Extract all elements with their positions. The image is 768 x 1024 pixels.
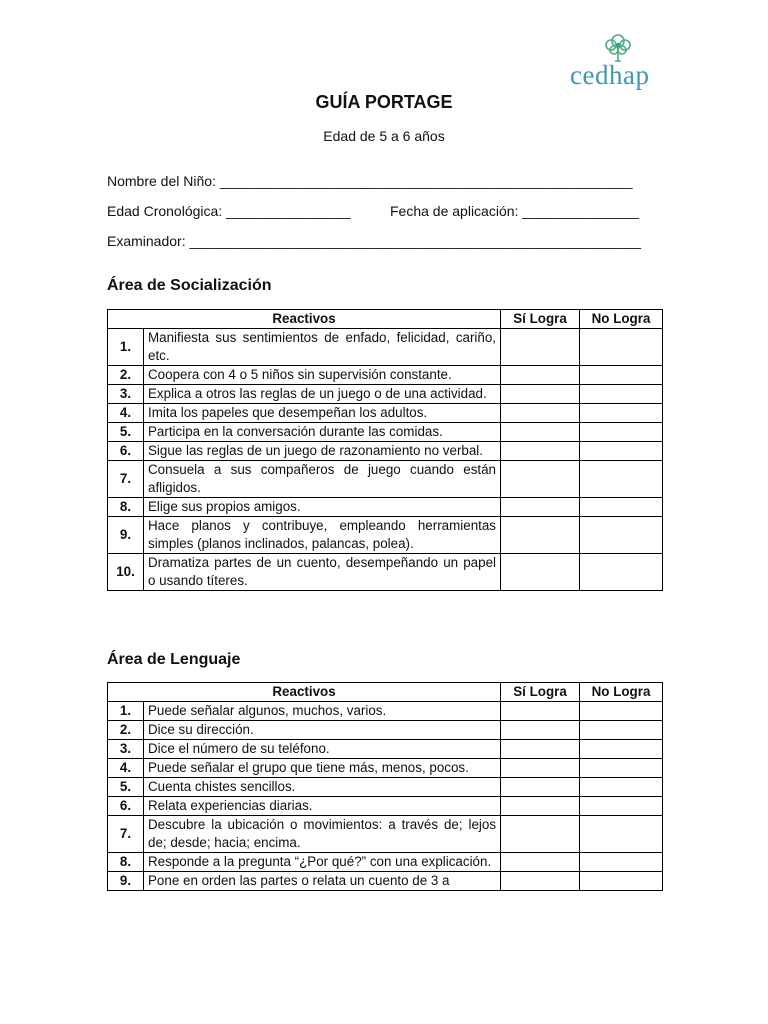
- table-row: [108, 366, 663, 385]
- no-logra-cell[interactable]: [580, 461, 663, 498]
- column-header-si-logra: Sí Logra: [501, 683, 580, 702]
- item-text: Hace planos y contribuye, empleando herramientas simples (planos inclinados, palancas, polea).: [144, 517, 501, 554]
- table-row: [108, 721, 663, 740]
- si-logra-cell[interactable]: [501, 461, 580, 498]
- table-row: [108, 778, 663, 797]
- no-logra-cell[interactable]: [580, 759, 663, 778]
- table-row: [108, 329, 663, 366]
- si-logra-cell[interactable]: [501, 702, 580, 721]
- si-logra-cell[interactable]: [501, 740, 580, 759]
- table-row: [108, 872, 663, 891]
- item-number: 7.: [108, 461, 144, 498]
- si-logra-cell[interactable]: [501, 759, 580, 778]
- no-logra-cell[interactable]: [580, 366, 663, 385]
- lenguaje-table: [107, 682, 663, 891]
- si-logra-cell[interactable]: [501, 517, 580, 554]
- item-number: 1.: [108, 329, 144, 366]
- no-logra-cell[interactable]: [580, 498, 663, 517]
- table-row: [108, 797, 663, 816]
- si-logra-cell[interactable]: [501, 385, 580, 404]
- item-number: 6.: [108, 442, 144, 461]
- item-text: Participa en la conversación durante las comidas.: [144, 423, 501, 442]
- age-field[interactable]: Edad Cronológica: ________________: [107, 203, 351, 219]
- table-row: [108, 740, 663, 759]
- table-row: [108, 404, 663, 423]
- page-subtitle: Edad de 5 a 6 años: [323, 128, 445, 144]
- item-number: 10.: [108, 554, 144, 591]
- item-number: 7.: [108, 816, 144, 853]
- no-logra-cell[interactable]: [580, 423, 663, 442]
- table-row: [108, 816, 663, 853]
- no-logra-cell[interactable]: [580, 816, 663, 853]
- item-number: 8.: [108, 853, 144, 872]
- si-logra-cell[interactable]: [501, 554, 580, 591]
- si-logra-cell[interactable]: [501, 423, 580, 442]
- si-logra-cell[interactable]: [501, 721, 580, 740]
- item-text: Puede señalar algunos, muchos, varios.: [144, 702, 501, 721]
- si-logra-cell[interactable]: [501, 366, 580, 385]
- table-row: [108, 554, 663, 591]
- no-logra-cell[interactable]: [580, 702, 663, 721]
- section-heading-lenguaje: Área de Lenguaje: [107, 651, 241, 668]
- item-number: 9.: [108, 872, 144, 891]
- item-number: 3.: [108, 385, 144, 404]
- table-row: [108, 498, 663, 517]
- date-field[interactable]: Fecha de aplicación: _______________: [390, 203, 640, 219]
- item-number: 4.: [108, 759, 144, 778]
- item-text: Dice el número de su teléfono.: [144, 740, 501, 759]
- item-text: Relata experiencias diarias.: [144, 797, 501, 816]
- item-text: Responde a la pregunta “¿Por qué?” con una explicación.: [144, 853, 501, 872]
- table-row: [108, 423, 663, 442]
- item-text: Dice su dirección.: [144, 721, 501, 740]
- si-logra-cell[interactable]: [501, 872, 580, 891]
- item-text: Coopera con 4 o 5 niños sin supervisión constante.: [144, 366, 501, 385]
- no-logra-cell[interactable]: [580, 740, 663, 759]
- examiner-field[interactable]: Examinador: __________________________________________________________: [107, 233, 642, 249]
- si-logra-cell[interactable]: [501, 404, 580, 423]
- column-header-reactivos: Reactivos: [108, 310, 501, 329]
- column-header-si-logra: Sí Logra: [501, 310, 580, 329]
- si-logra-cell[interactable]: [501, 329, 580, 366]
- cedhap-logo: [566, 32, 666, 96]
- no-logra-cell[interactable]: [580, 385, 663, 404]
- no-logra-cell[interactable]: [580, 517, 663, 554]
- column-header-reactivos: Reactivos: [108, 683, 501, 702]
- no-logra-cell[interactable]: [580, 853, 663, 872]
- no-logra-cell[interactable]: [580, 721, 663, 740]
- item-text: Puede señalar el grupo que tiene más, menos, pocos.: [144, 759, 501, 778]
- table-row: [108, 461, 663, 498]
- item-number: 6.: [108, 797, 144, 816]
- column-header-no-logra: No Logra: [580, 683, 663, 702]
- item-number: 4.: [108, 404, 144, 423]
- item-text: [144, 872, 501, 891]
- table-row: [108, 385, 663, 404]
- logo-text: cedhap: [570, 60, 650, 90]
- si-logra-cell[interactable]: [501, 853, 580, 872]
- item-number: 8.: [108, 498, 144, 517]
- section-heading-socializacion: Área de Socialización: [107, 277, 272, 294]
- no-logra-cell[interactable]: [580, 404, 663, 423]
- no-logra-cell[interactable]: [580, 872, 663, 891]
- item-text: Explica a otros las reglas de un juego o de una actividad.: [144, 385, 501, 404]
- si-logra-cell[interactable]: [501, 498, 580, 517]
- item-text: Sigue las reglas de un juego de razonamiento no verbal.: [144, 442, 501, 461]
- item-text: Imita los papeles que desempeñan los adultos.: [144, 404, 501, 423]
- si-logra-cell[interactable]: [501, 816, 580, 853]
- socializacion-table: [107, 309, 663, 591]
- no-logra-cell[interactable]: [580, 329, 663, 366]
- item-number: 2.: [108, 366, 144, 385]
- item-text: Descubre la ubicación o movimientos: a través de; lejos de; desde; hacia; encima.: [144, 816, 501, 853]
- no-logra-cell[interactable]: [580, 778, 663, 797]
- table-row: [108, 442, 663, 461]
- table-row: [108, 759, 663, 778]
- item-text: Elige sus propios amigos.: [144, 498, 501, 517]
- item-text-truncated: Pone en orden las partes o relata un cuento de 3 a: [148, 873, 450, 888]
- item-number: 5.: [108, 778, 144, 797]
- item-number: 3.: [108, 740, 144, 759]
- item-text: Dramatiza partes de un cuento, desempeñando un papel o usando títeres.: [144, 554, 501, 591]
- item-number: 5.: [108, 423, 144, 442]
- item-number: 2.: [108, 721, 144, 740]
- page-title: GUÍA PORTAGE: [315, 92, 453, 112]
- table-row: [108, 853, 663, 872]
- column-header-no-logra: No Logra: [580, 310, 663, 329]
- table-header-row: [108, 683, 663, 702]
- si-logra-cell[interactable]: [501, 442, 580, 461]
- no-logra-cell[interactable]: [580, 554, 663, 591]
- item-number: 1.: [108, 702, 144, 721]
- table-header-row: [108, 310, 663, 329]
- tree-icon: [598, 32, 638, 62]
- item-text: Consuela a sus compañeros de juego cuando están afligidos.: [144, 461, 501, 498]
- table-row: [108, 517, 663, 554]
- item-text: Manifiesta sus sentimientos de enfado, felicidad, cariño, etc.: [144, 329, 501, 366]
- child-name-field[interactable]: Nombre del Niño: _____________________________________________________: [107, 173, 633, 189]
- no-logra-cell[interactable]: [580, 797, 663, 816]
- item-number: 9.: [108, 517, 144, 554]
- no-logra-cell[interactable]: [580, 442, 663, 461]
- si-logra-cell[interactable]: [501, 778, 580, 797]
- table-row: [108, 702, 663, 721]
- item-text: Cuenta chistes sencillos.: [144, 778, 501, 797]
- si-logra-cell[interactable]: [501, 797, 580, 816]
